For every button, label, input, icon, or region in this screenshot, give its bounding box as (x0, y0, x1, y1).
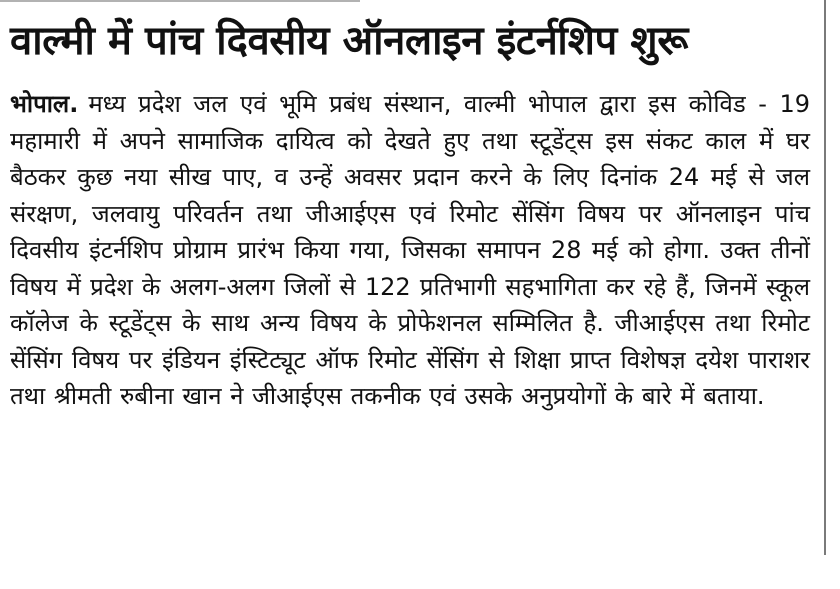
article-text: मध्य प्रदेश जल एवं भूमि प्रबंध संस्थान, वाल्मी भोपाल द्वारा इस कोविड - 19 महामारी में अपने सामाजिक दायित्व को देखते हुए तथा स्टूडेंट्स इस संकट काल में घर बैठकर कुछ नया सीख पाए, व उन्हें अवसर प्रदान करने के लिए दिनांक 24 मई से जल संरक्षण, जलवायु परिवर्तन तथा जीआईएस एवं रिमोट सेंसिंग विषय पर ऑनलाइन पांच दिवसीय इंटर्नशिप प्रोग्राम प्रारंभ किया गया, जिसका समापन 28 मई को होगा. उक्त तीनों विषय में प्रदेश के अलग-अलग जिलों से 122 प्रतिभागी सहभागिता कर रहे हैं, जिनमें स्कूल कॉलेज के स्टूडेंट्स के साथ अन्य विषय के प्रोफेशनल सम्मिलित है. जीआईएस तथा रिमोट सेंसिंग विषय पर इंडियन इंस्टिट्यूट ऑफ रिमोट सेंसिंग से शिक्षा प्राप्त विशेषज्ञ दयेश पाराशर तथा श्रीमती रुबीना खान ने जीआईएस तकनीक एवं उसके अनुप्रयोगों के बारे में बताया. (10, 90, 810, 410)
article-body (10, 86, 810, 415)
column-divider (824, 0, 826, 555)
previous-article-edge (0, 0, 360, 8)
headline: वाल्मी में पांच दिवसीय ऑनलाइन इंटर्नशिप शुरू (10, 18, 688, 64)
dateline: भोपाल. (10, 90, 79, 118)
